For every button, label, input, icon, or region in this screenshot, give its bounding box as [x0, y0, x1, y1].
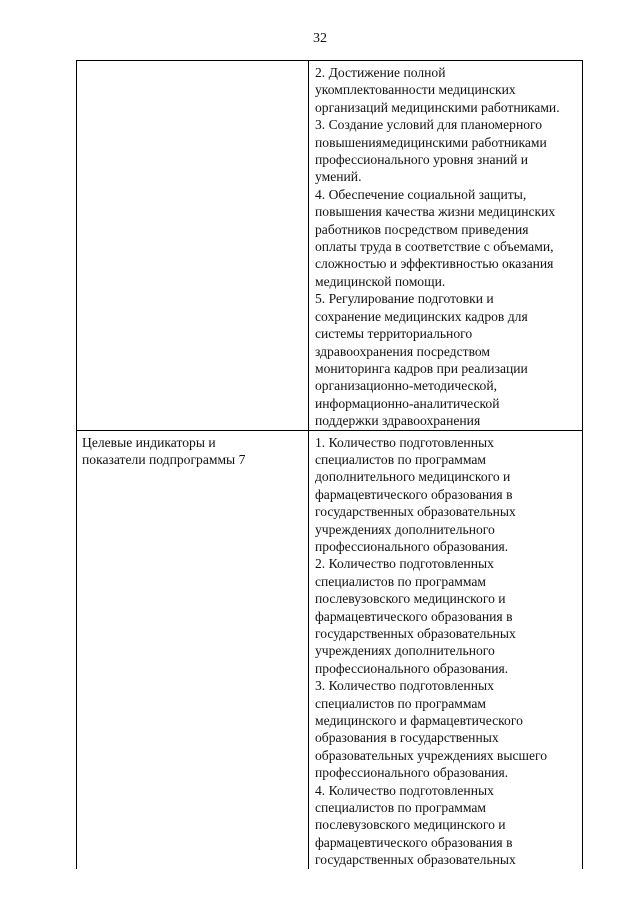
text-line: здравоохранения посредством	[315, 343, 491, 359]
text-line: профессионального уровня знаний и	[315, 152, 529, 168]
text-line: сохранение медицинских кадров для	[315, 308, 528, 324]
text-line: 5. Регулирование подготовки и	[315, 291, 494, 307]
row-label-cell	[77, 61, 309, 431]
text-line: учреждениях дополнительного	[315, 521, 495, 537]
text-line: специалистов по программам	[315, 800, 487, 816]
text-line: оплаты труда в соответствие с объемами,	[315, 239, 554, 255]
text-line: профессионального образования.	[315, 538, 509, 554]
text-line: специалистов по программам	[315, 451, 487, 467]
text-line: укомплектованности медицинских	[315, 82, 516, 98]
text-line: 3. Количество подготовленных	[315, 678, 494, 694]
text-line: государственных образовательных	[315, 852, 516, 868]
text-line: 3. Создание условий для планомерного	[315, 117, 543, 133]
text-line: повышения качества жизни медицинских	[315, 204, 556, 220]
row-content-cell	[309, 430, 583, 869]
text-line: информационно-аналитической	[315, 395, 500, 411]
text-line: специалистов по программам	[315, 573, 487, 589]
text-line: организационно-методической,	[315, 378, 497, 394]
text-line: мониторинга кадров при реализации	[315, 360, 528, 376]
text-line: послевузовского медицинского и	[315, 817, 506, 833]
page-number: 32	[313, 31, 327, 46]
table-row	[77, 430, 583, 869]
text-line: профессионального образования.	[315, 660, 509, 676]
text-line: фармацевтического образования в	[315, 834, 513, 850]
text-line: повышениямедицинскими работниками	[315, 134, 547, 150]
text-line: дополнительного медицинского и	[315, 469, 511, 485]
text-line: профессионального образования.	[315, 765, 509, 781]
text-line: учреждениях дополнительного	[315, 643, 495, 659]
text-line: образования в государственных	[315, 730, 499, 746]
text-line: 4. Обеспечение социальной защиты,	[315, 186, 527, 202]
program-table	[76, 60, 583, 869]
text-line: показатели подпрограммы 7	[82, 451, 246, 467]
text-line: поддержки здравоохранения	[315, 413, 481, 429]
text-line: фармацевтического образования в	[315, 608, 513, 624]
text-line: специалистов по программам	[315, 695, 487, 711]
text-line: 2. Достижение полной	[315, 65, 446, 80]
row-content-cell	[309, 61, 583, 431]
text-line: 1. Количество подготовленных	[315, 434, 494, 450]
text-line: государственных образовательных	[315, 504, 516, 520]
text-line: сложностью и эффективностью оказания	[315, 256, 554, 272]
text-line: системы территориального	[315, 326, 473, 342]
text-line: 2. Количество подготовленных	[315, 556, 494, 572]
text-line: медицинской помощи.	[315, 273, 446, 289]
text-line: умений.	[315, 169, 362, 185]
text-line: государственных образовательных	[315, 626, 516, 641]
table-row	[77, 61, 583, 431]
text-line: Целевые индикаторы и	[82, 434, 216, 450]
text-line: 4. Количество подготовленных	[315, 782, 494, 798]
text-line: работников посредством приведения	[315, 221, 529, 237]
text-line: медицинского и фармацевтического	[315, 713, 523, 729]
row-label-cell	[77, 430, 309, 869]
text-line: образовательных учреждениях высшего	[315, 747, 548, 763]
text-line: организаций медицинскими работниками.	[315, 99, 560, 115]
text-line: послевузовского медицинского и	[315, 591, 506, 607]
text-line: фармацевтического образования в	[315, 486, 513, 502]
